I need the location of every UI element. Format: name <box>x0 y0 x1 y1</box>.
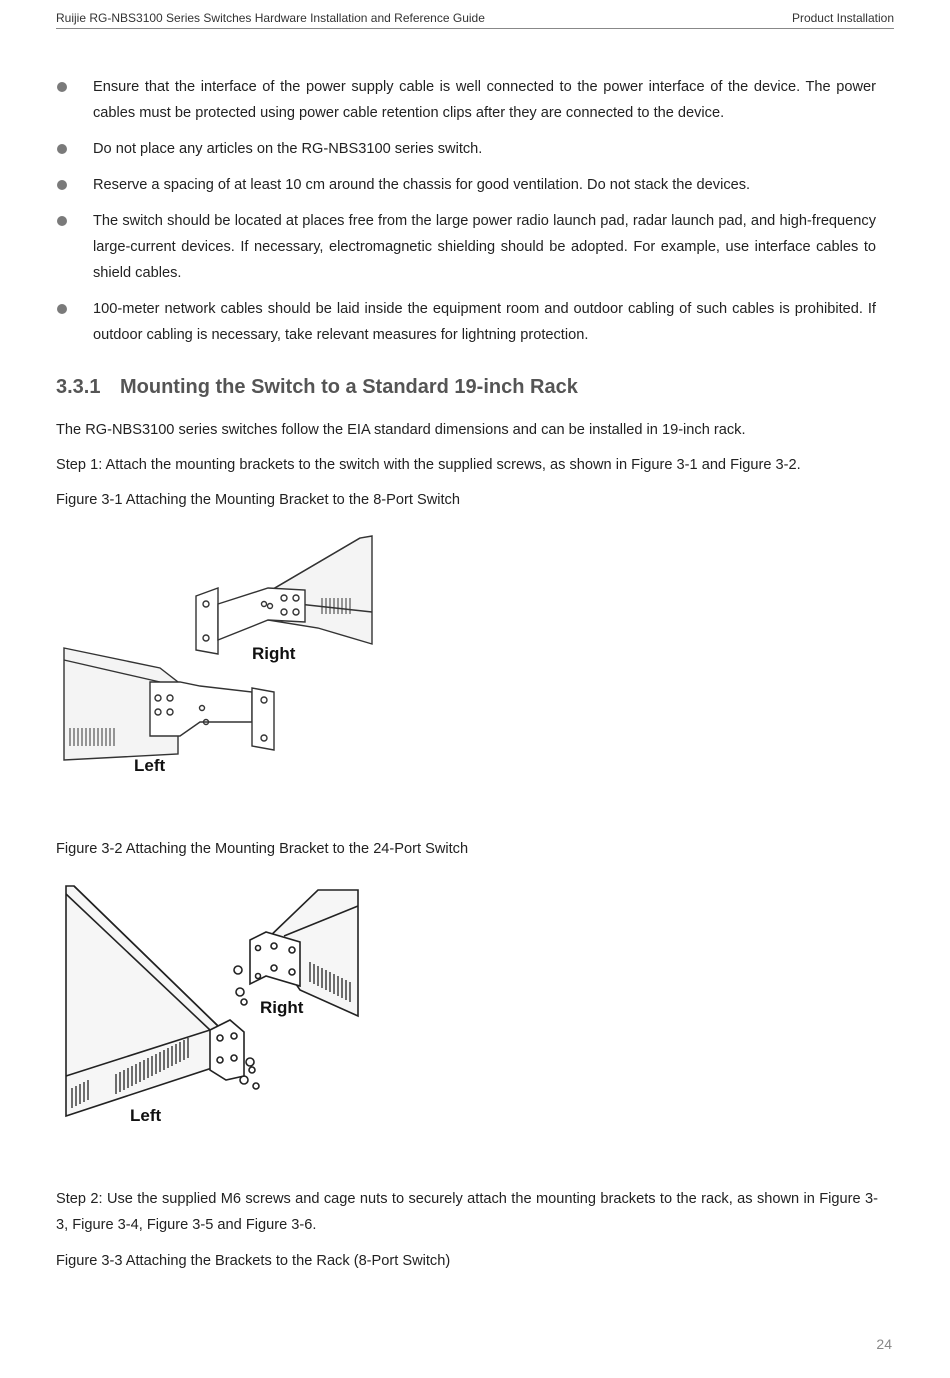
section-title: Mounting the Switch to a Standard 19-inch Rack <box>120 376 578 398</box>
bullet-list <box>56 74 876 358</box>
bullet-dot-icon <box>57 180 67 190</box>
figure-3-2-left-label: Left <box>130 1106 162 1125</box>
section-number: 3.3.1 <box>56 376 101 398</box>
step1-paragraph: Step 1: Attach the mounting brackets to the switch with the supplied screws, as shown in Figure 3-1 and Figure 3-2. <box>56 457 801 473</box>
bullet-item: 100-meter network cables should be laid inside the equipment room and outdoor cabling of such cables is prohibited. If outdoor cabling is necessary, take relevant measures for lightning protection. <box>56 296 876 348</box>
bullet-item: Do not place any articles on the RG-NBS3100 series switch. <box>56 136 876 162</box>
section-heading <box>56 376 578 399</box>
bullet-dot-icon <box>57 304 67 314</box>
bullet-item: The switch should be located at places free from the large power radio launch pad, radar launch pad, and high-frequency large-current devices. If necessary, electromagnetic shielding should be adopted. For example, use interface cables to shield cables. <box>56 208 876 286</box>
figure-3-3-caption: Figure 3-3 Attaching the Brackets to the Rack (8-Port Switch) <box>56 1253 451 1269</box>
bullet-item: Reserve a spacing of at least 10 cm around the chassis for good ventilation. Do not stack the devices. <box>56 172 876 198</box>
bullet-dot-icon <box>57 82 67 92</box>
figure-3-1-image <box>60 532 376 784</box>
intro-paragraph: The RG-NBS3100 series switches follow the EIA standard dimensions and can be installed in 19-inch rack. <box>56 422 746 438</box>
header-section: Product Installation <box>791 11 894 25</box>
figure-3-2-image <box>60 880 364 1132</box>
bullet-item: Ensure that the interface of the power supply cable is well connected to the power interface of the device. The power cables must be protected using power cable retention clips after they are connected to the device. <box>56 74 876 126</box>
step2-paragraph: Step 2: Use the supplied M6 screws and cage nuts to securely attach the mounting brackets to the rack, as shown in Figure 3-3, Figure 3-4, Figure 3-5 and Figure 3-6. <box>56 1191 878 1233</box>
figure-3-1-caption: Figure 3-1 Attaching the Mounting Bracket to the 8-Port Switch <box>56 492 460 508</box>
bullet-dot-icon <box>57 216 67 226</box>
page-header <box>56 10 894 29</box>
header-title: Ruijie RG-NBS3100 Series Switches Hardware Installation and Reference Guide <box>56 11 485 25</box>
page-number: 24 <box>876 1336 892 1352</box>
bullet-dot-icon <box>57 144 67 154</box>
figure-3-2-caption: Figure 3-2 Attaching the Mounting Bracket to the 24-Port Switch <box>56 841 469 857</box>
figure-3-1-right-label: Right <box>252 644 296 663</box>
figure-3-1-left-label: Left <box>134 756 166 775</box>
figure-3-2-right-label: Right <box>260 998 304 1017</box>
